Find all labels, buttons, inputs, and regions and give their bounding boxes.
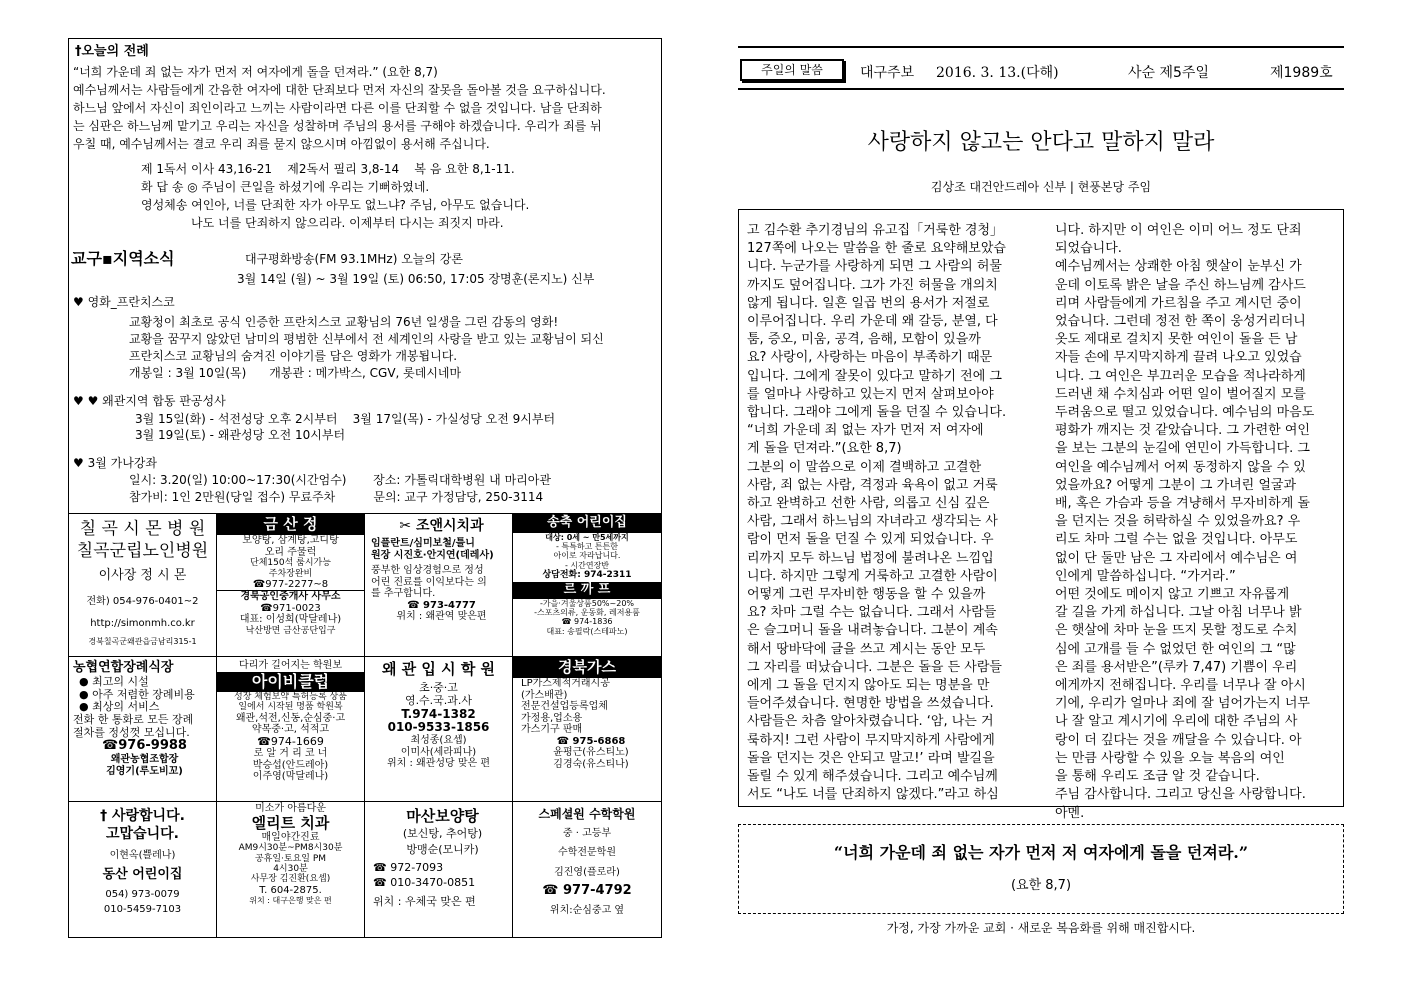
article-line: 돌릴 수 있게 해주셨습니다. 그리고 예수님께	[747, 769, 998, 785]
ad-line: 전화) 054-976-0401~2	[86, 596, 199, 608]
ad-line: ☎ 973-4777	[407, 599, 476, 611]
ad-line: 최성종(요셉)	[410, 735, 467, 747]
article-line: 평화가 깨지는 것 같았습니다. 그 가련한 여인	[1055, 423, 1310, 439]
ad-line: T.974-1382	[401, 706, 476, 721]
ad-line: 전문건설업등록업체	[521, 701, 608, 713]
ad-line: 송축 어린이집	[513, 514, 661, 533]
ads-grid	[69, 513, 661, 937]
ad-line: 대상: 0세 ~ 만5세까지	[545, 532, 629, 542]
article-line: 니다. 하지만 그렇게 거룩하고 고결한 사람이	[747, 568, 998, 584]
article-line: 드러낸 채 수치심과 어떤 일이 벌어질지 모를	[1055, 386, 1306, 402]
liturgical-sunday: 사순 제5주일	[1128, 65, 1209, 81]
ad-line: 054) 973-0079	[105, 888, 180, 900]
article-line: “너희 가운데 죄 없는 자가 먼저 저 여자에	[747, 423, 984, 439]
ad-line: ☎971-0023	[260, 602, 321, 614]
article-line: 없이 단 둘만 남은 그 자리에서 예수님은 여	[1055, 550, 1298, 566]
liturgy-line: 우칠 때, 예수님께서는 결코 우리 죄를 묻지 않으시며 아낌없이 용서해 주십니다.	[73, 137, 490, 151]
ad-line: ☎974-1669	[257, 734, 324, 748]
ad-line: † 사랑합니다.	[100, 808, 185, 824]
ad-line: 약목중·고, 석적고	[251, 724, 330, 736]
article-line: 을 던지는 것을 허락하실 수 있었을까요? 우	[1055, 514, 1301, 530]
ad-line: 스페셜원 수학학원	[538, 807, 636, 821]
ad-line: 원장 시진호·안지연(데레사)	[371, 549, 494, 561]
ad-special-one-math	[513, 802, 661, 938]
ad-line: 왜 관 입 시 학 원	[381, 660, 496, 678]
ad-line: -스포츠의류, 운동화, 레저용품	[534, 608, 640, 618]
article-line: 127쪽에 나오는 말씀을 한 줄로 요약해보았습	[747, 241, 1006, 257]
ad-nonghyup-funeral	[69, 657, 217, 802]
ad-line: LP가스제적거래시공	[521, 678, 610, 690]
ad-line: 김영기(루도비꼬)	[106, 765, 183, 777]
ad-line: 주차장완비	[268, 568, 313, 579]
article-line: 요? 사랑이, 사랑하는 마음이 부족하기 때문	[747, 350, 993, 366]
ad-line: ● 최상의 서비스	[79, 700, 160, 714]
ad-line: 위치:순심중고 옆	[549, 905, 625, 917]
radio-schedule: 3월 14일 (월) ~ 3월 19일 (토) 06:50, 17:05 장명훈(론지노) 신부	[237, 272, 595, 286]
lecture-heading: ♥ 3월 가나강좌	[73, 456, 157, 470]
article-line: 이루어집니다. 우리 가운데 왜 갈등, 분열, 다	[747, 314, 998, 330]
article-body	[738, 209, 1344, 821]
ad-line: 이주영(막달레나)	[252, 771, 329, 783]
ad-line: ● 아주 저렴한 장례비용	[79, 687, 195, 701]
ad-line: 상담전화: 974-2311	[542, 569, 632, 580]
radio-info: 대구평화방송(FM 93.1MHz) 오늘의 강론	[245, 252, 463, 266]
ad-line: 일에서 시작된 명품 학원복	[238, 702, 343, 713]
ad-line: 위치 : 대구은행 맞은 편	[249, 896, 332, 906]
ad-line: 농협연합장례식장	[73, 660, 174, 675]
column-label: 주일의 말씀	[740, 59, 844, 81]
left-page	[68, 38, 662, 938]
article-line: 입니다. 그에게 잘못이 있다고 말하기 전에 그	[747, 368, 1002, 384]
ad-line: 공휴일·토요일 PM	[254, 853, 327, 864]
movie-date: 개봉일 : 3월 10일(목) 개봉관 : 메가박스, CGV, 롯데시네마	[129, 366, 462, 380]
ad-line: 성장 체험보약 특허등록 상품	[234, 691, 347, 702]
ad-line: ☎977-2277~8	[252, 578, 329, 590]
ad-line: (가스배관)	[521, 689, 568, 701]
ad-line: 이현옥(쁠레나)	[109, 850, 176, 862]
article-line: 그 자리를 떠났습니다. 그분은 돌을 든 사람들	[747, 659, 1002, 675]
ad-line: 중 · 고등부	[562, 827, 612, 839]
article-line: 나 잘 알고 계시기에 우리에 대한 주님의 사	[1055, 714, 1298, 730]
ad-geumsan	[217, 514, 365, 657]
article-line: 를 얼마나 사랑하고 있는지 먼저 살펴보아야	[747, 386, 994, 402]
ad-line: 박승섭(안드레아)	[252, 759, 329, 771]
article-line: 툼, 증오, 미움, 공격, 음해, 모함이 있을까	[747, 332, 981, 348]
ad-line: 초·중·고	[419, 681, 458, 695]
article-line: 람이 먼저 돌을 던질 수 있게 되었습니다. 우	[747, 532, 994, 548]
movie-line: 교황청이 최초로 공식 인증한 프란치스코 교황님의 76년 일생을 그린 감동의 영화!	[129, 315, 559, 329]
article-line: 예수님께서는 상쾌한 아침 햇살이 눈부신 가	[1055, 259, 1302, 275]
ad-line: 오리 주물럭	[264, 546, 317, 558]
ad-line: 절차를 정성껏 모십니다.	[73, 725, 190, 739]
liturgy-line: 하느님 앞에서 자신이 죄인이라고 느끼는 사람이라면 다른 이를 단죄할 수 없을 것입니다. 남을 단죄하	[73, 101, 602, 115]
article-line: 돌을 던지는 것은 안되고 말고!’ 라며 발길을	[747, 750, 995, 766]
confession-heading: ♥ ♥ 왜관지역 합동 판공성사	[73, 394, 226, 408]
ad-elite-dental	[217, 802, 365, 938]
ad-line: 방맹순(모니카)	[406, 842, 479, 856]
article-column-1	[747, 222, 1035, 805]
quote-box	[738, 824, 1344, 914]
article-line: 하고 완벽하고 선한 사람, 의롭고 신심 깊은	[747, 496, 990, 512]
article-line: 운데 이토록 밝은 날을 주신 하느님께 감사드	[1055, 277, 1306, 293]
article-line: 인에게 말씀하십니다. “가거라.”	[1055, 568, 1236, 584]
ad-line: 다리가 길어지는 학원보	[239, 660, 342, 671]
article-line: 합니다. 그래야 그에게 돌을 던질 수 있습니다.	[747, 405, 1007, 421]
ad-line: -가을·겨울상품50%~20%	[539, 598, 635, 608]
ad-line: 아이비클럽	[217, 672, 364, 692]
article-title: 사랑하지 않고는 안다고 말하지 말라	[867, 130, 1215, 155]
quote-text: “너희 가운데 죄 없는 자가 먼저 저 여자에게 돌을 던져라.”	[833, 843, 1249, 862]
ad-line: T. 604-2875.	[259, 884, 322, 896]
ad-line: 왜관농협조합장	[110, 754, 179, 766]
readings: 제 1독서 이사 43,16-21 제2독서 필리 3,8-14 복 음 요한 8,1-11.	[141, 162, 515, 176]
header-rule-bottom	[738, 88, 1344, 90]
ad-line: 대표: 송필락(스테파노)	[546, 626, 628, 636]
hwadap: 화 답 송 ◎ 주님이 큰일을 하셨기에 우리는 기뻐하였네.	[141, 180, 430, 194]
ad-ivy-club	[217, 657, 365, 802]
ad-line: 김경숙(유스티나)	[553, 758, 629, 770]
ad-line: 이미사(세라피나)	[400, 746, 477, 758]
article-line: 니다. 하지만 이 여인은 이미 어느 정도 단죄	[1055, 223, 1302, 238]
ad-line: (보신탕, 추어탕)	[402, 827, 483, 841]
ad-waegwan-academy	[365, 657, 513, 802]
ad-line: ☎ 010-3470-0851	[373, 876, 476, 890]
liturgy-text	[73, 63, 606, 153]
ad-line: 풍부한 임상경험으로 정성	[371, 565, 484, 577]
article-line: 여인을 예수님께서 어찌 동정하지 않을 수 있	[1055, 459, 1306, 475]
ad-line: 이사장 정 시 몬	[98, 568, 187, 584]
article-line: 리도 차마 그럴 수는 없을 것입니다. 아무도	[1055, 532, 1298, 548]
article-line: 배, 혹은 가슴과 등을 겨냥해서 무자비하게 돌	[1055, 496, 1310, 512]
article-line: 해서 땅바닥에 글을 쓰고 계시는 동안 모두	[747, 641, 986, 657]
ad-line: 010-5459-7103	[103, 904, 182, 916]
ad-joan-dental	[365, 514, 513, 657]
article-line: 니다. 누군가를 사랑하게 되면 그 사람의 허물	[747, 259, 1002, 275]
ad-line: 매일야간진료	[261, 831, 320, 843]
ad-line: 단체150석 룸시가능	[250, 558, 331, 569]
ad-line: 대표: 이성희(막달레나)	[239, 614, 342, 626]
article-line: 두려움으로 떨고 있었습니다. 예수님의 마음도	[1055, 405, 1315, 421]
header-rule-top	[738, 46, 1344, 48]
ad-line: 경북칠곡군왜관읍금남리315-1	[88, 637, 197, 647]
ad-line: 010-9533-1856	[387, 720, 490, 735]
ad-line: 동산 어린이집	[102, 866, 183, 882]
confession-line: 3월 19일(토) - 왜관성당 오전 10시부터	[135, 428, 346, 442]
article-line: 을 보는 그분의 눈길에 연민이 가득합니다. 그	[1055, 441, 1310, 457]
article-line: 서도 “나도 너를 단죄하지 않겠다.”라고 하심	[747, 787, 999, 803]
article-line: 자들 손에 무지막지하게 끌려 나오고 있었습	[1055, 350, 1302, 366]
footer-slogan: 가정, 가장 가까운 교회 · 새로운 복음화를 위해 매진합시다.	[886, 921, 1196, 935]
article-line: 은 슬그머니 돌을 내려놓습니다. 그분이 계속	[747, 623, 998, 639]
ad-line: 칠곡군립노인병원	[76, 540, 209, 561]
article-line: 었을까요? 어떻게 그분이 그 가녀린 얼굴과	[1055, 477, 1297, 493]
ad-line: 가정용,업소용	[521, 712, 583, 724]
article-line: 어떻게 그런 무자비한 행동을 할 수 있을까	[747, 587, 986, 603]
article-line: 는 만큼 사랑할 수 있을 오늘 복음의 여인	[1055, 750, 1285, 766]
ad-line: 낙산방면 금산공단입구	[245, 625, 336, 636]
ad-line: 엘리트 치과	[251, 813, 330, 832]
ad-line: 수학전문학원	[558, 847, 616, 859]
communion-antiphon: 영성체송 여인아, 너를 단죄한 자가 아무도 없느냐? 주님, 아무도 없습니다.	[141, 198, 530, 212]
ad-songchuk-daycare	[513, 514, 661, 657]
article-line: 심에 고개를 들 수 없었던 한 여인의 그 “많	[1055, 641, 1296, 657]
ad-line: 르 까 프	[513, 582, 661, 599]
liturgy-title: †오늘의 전례	[75, 44, 149, 59]
liturgy-line: 는 심판은 하느님께 맡기고 우리는 자신을 성찰하며 주님의 용서를 구해야 하겠습니다. 우리가 죄를 뉘	[73, 119, 602, 133]
ad-line: 칠 곡 시 몬 병 원	[79, 519, 206, 539]
ad-line: 경북가스	[513, 657, 661, 678]
ad-line: 윤평근(유스티노)	[553, 747, 629, 759]
article-line: 사람들은 차츰 알아차렸습니다. ‘암, 나는 거	[747, 714, 994, 730]
article-line: 그분의 이 말씀으로 이제 결백하고 고결한	[747, 459, 982, 475]
article-line: 사람, 그래서 하느님의 자녀라고 생각되는 사	[747, 514, 998, 530]
article-line: 은 죄를 용서받은”(루카 7,47) 기쁨이 우리	[1055, 659, 1298, 675]
article-line: 에게 그 돌을 던지지 않아도 되는 명분을 만	[747, 678, 990, 694]
communion-antiphon-2: 나도 너를 단죄하지 않으리라. 이제부터 다시는 죄짓지 마라.	[191, 216, 504, 230]
ad-line: 로 알 거 리 코 너	[253, 748, 328, 760]
issue-date: 2016. 3. 13.(다해)	[936, 65, 1059, 81]
ad-simon-hospital	[69, 514, 217, 657]
movie-line: 교황을 꿈꾸지 않았던 남미의 평범한 신부에서 전 세계인의 사랑을 받고 있는 교황님이 되신	[129, 332, 604, 346]
article-line: 리까지 모두 하느님 법정에 불려나온 느낌입	[747, 550, 994, 566]
news-title: 교구▪지역소식	[71, 249, 175, 268]
ad-line: 전화 한 통화로 모든 장례	[73, 712, 194, 726]
ad-line: ☎ 972-7093	[373, 860, 444, 874]
ad-line: 위치 : 왜관역 맞은편	[396, 611, 487, 623]
article-line: 고 김수환 추기경님의 유고집「거룩한 경청」	[747, 223, 1004, 238]
paper-name: 대구주보	[860, 65, 915, 81]
confession-line: 3월 15일(화) - 석전성당 오후 2시부터 3월 17일(목) - 가실성당 오전 9시부터	[135, 412, 556, 426]
article-line: 요? 차마 그럴 수는 없습니다. 그래서 사람들	[747, 605, 997, 621]
article-line: 까지도 덮어집니다. 그가 가진 허물을 개의치	[747, 277, 998, 293]
article-line: 을 통해 우리도 조금 알 것 같습니다.	[1055, 769, 1260, 785]
article-author: 김상조 대건안드레아 신부 | 현풍본당 주임	[930, 180, 1152, 194]
ad-line: 임플란트/심미보철/틀니	[371, 538, 475, 550]
lecture-line: 일시: 3.20(일) 10:00~17:30(시간엄수) 장소: 가톨릭대학병원 내 마리아관	[129, 473, 551, 487]
ad-line: 위치 : 우체국 맞은 편	[373, 894, 476, 908]
quote-reference: (요한 8,7)	[1010, 878, 1072, 893]
article-column-2	[1055, 222, 1343, 823]
ad-line: ✂ 조앤시치과	[399, 518, 484, 534]
ad-line: 마산보양탕	[406, 807, 479, 825]
ad-line: AM9시30분~PM8시30분	[238, 843, 343, 854]
ad-line: 왜관,석전,신동,순심중·고	[235, 712, 346, 724]
ad-line: 4시30분	[273, 863, 308, 874]
article-line: 않게 됩니다. 일흔 일곱 번의 용서가 저절로	[747, 295, 990, 311]
ad-line: ☎ 975-6868	[556, 735, 626, 747]
ad-line: ☎ 977-4792	[542, 883, 632, 899]
ad-line: - 특특하고 튼튼한	[555, 542, 619, 552]
ad-masan-boyangtang	[365, 802, 513, 938]
ad-line: 보양탕, 삼계탕,고디탕	[242, 535, 339, 547]
article-line: 되었습니다.	[1055, 241, 1122, 257]
article-line: 어떤 것에도 메이지 않고 기쁘고 자유롭게	[1055, 587, 1290, 603]
ad-line: 미소가 아름다운	[255, 803, 326, 814]
ad-line: 를 추구합니다.	[371, 588, 436, 600]
article-line: 리며 사람들에게 가르침을 주고 계시던 중이	[1055, 295, 1302, 311]
article-line: 에게까지 전해집니다. 우리를 너무나 잘 아시	[1055, 678, 1306, 694]
ad-line: 영.수.국.과.사	[404, 693, 473, 707]
lecture-line: 참가비: 1인 2만원(당일 접수) 무료주차 문의: 교구 가정담당, 250-3114	[129, 490, 544, 504]
ad-line: 금 산 정	[217, 514, 364, 535]
article-line: 들어주셨습니다. 현명한 방법을 쓰셨습니다.	[747, 696, 994, 712]
article-line: 옷도 제대로 걸치지 못한 여인이 돌을 든 남	[1055, 332, 1298, 348]
ad-line: ☎ 974-1836	[561, 617, 613, 627]
article-line: 주님 감사합니다. 그리고 당신을 사랑합니다.	[1055, 787, 1306, 803]
article-line: 사람, 죄 없는 사람, 격정과 육욕이 없고 거룩	[747, 477, 998, 493]
article-line: 었습니다. 그런데 정전 한 쪽이 웅성거리더니	[1055, 314, 1306, 330]
article-line: 니다. 그 여인은 부끄러운 모습을 적나라하게	[1055, 368, 1306, 384]
ad-line: 사무장 김진환(요셉)	[250, 874, 331, 885]
ad-line: 위치 : 왜관성당 맞은 편	[386, 758, 491, 770]
article-line: 갈 길을 가게 하십니다. 그날 아침 너무나 밝	[1055, 605, 1302, 621]
issue-number: 제1989호	[1270, 65, 1333, 81]
ad-line: 어린 진료를 이익보다는 의	[371, 576, 487, 588]
ad-line: 김진영(플로라)	[554, 866, 620, 878]
ad-line: 가스기구 판매	[521, 724, 583, 736]
liturgy-line: “너희 가운데 죄 없는 자가 먼저 저 여자에게 돌을 던져라.” (요한 8,7)	[73, 65, 438, 79]
ad-line: - 시간연장반	[564, 560, 610, 570]
ad-line: 고맙습니다.	[106, 826, 179, 843]
ad-line: http://simonmh.co.kr	[90, 617, 195, 629]
ad-line: ● 최고의 시설	[79, 674, 149, 688]
ad-line: ☎976-9988	[102, 738, 187, 754]
article-line: 은 햇살에 차마 눈을 뜨지 못할 정도로 수치	[1055, 623, 1298, 639]
ad-gyeongbuk-gas	[513, 657, 661, 802]
article-line: 아멘.	[1055, 805, 1085, 821]
article-line: 기에, 우리가 얼마나 죄에 잘 넘어가는지 너무	[1055, 696, 1310, 712]
article-line: 게 돌을 던져라.”(요한 8,7)	[747, 441, 902, 457]
liturgy-line: 예수님께서는 사람들에게 간음한 여자에 대한 단죄보다 먼저 자신의 잘못을 돌아볼 것을 요구하십니다.	[73, 83, 606, 97]
ad-dongsan-daycare	[69, 802, 217, 938]
movie-line: 프란치스코 교황님의 숨겨진 이야기를 담은 영화가 개봉됩니다.	[129, 349, 458, 363]
movie-heading: ♥ 영화_프란치스코	[73, 295, 175, 309]
ad-line: 아이로 자라납니다.	[553, 551, 621, 561]
article-line: 룩하지! 그런 사람이 무지막지하게 사람에게	[747, 732, 995, 748]
article-line: 랑이 더 깊다는 것을 깨달을 수 있습니다. 아	[1055, 732, 1302, 748]
ad-line: 경북공인중개사 사무소	[217, 590, 364, 603]
